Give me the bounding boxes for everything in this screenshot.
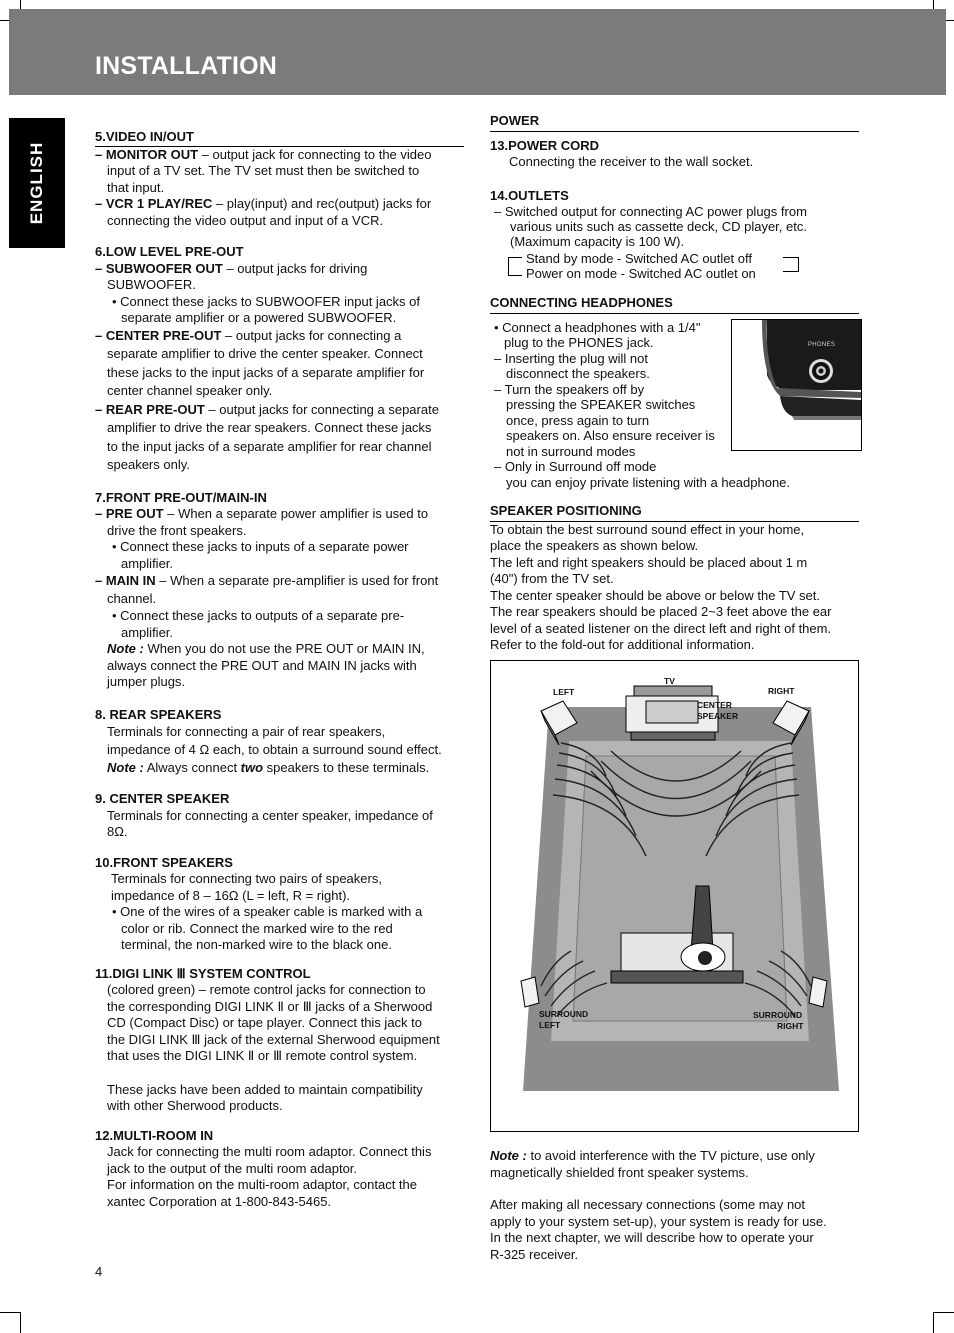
paragraph: To obtain the best surround sound effect in your home, <box>490 521 805 537</box>
paragraph: – Turn the speakers off by <box>494 381 645 397</box>
paragraph: These jacks have been added to maintain compatibility <box>107 1081 423 1097</box>
crop-mark <box>945 20 954 21</box>
text: – When a separate pre-amplifier is used for front <box>155 573 439 588</box>
paragraph: the DIGI LINK Ⅲ jack of the external Sherwood equipment <box>107 1031 440 1047</box>
bullet: • One of the wires of a speaker cable is marked with a <box>112 904 423 919</box>
paragraph <box>95 327 465 346</box>
paragraph: Terminals for connecting two pairs of speakers, <box>111 871 382 886</box>
paragraph: Terminals for connecting a pair of rear speakers, <box>107 724 386 739</box>
bullet-cont: terminal, the non-marked wire to the black one. <box>121 937 392 952</box>
paragraph: connecting the video output and input of a VCR. <box>107 212 384 228</box>
paragraph: pressing the SPEAKER switches <box>506 397 696 412</box>
paragraph: R-325 receiver. <box>490 1246 579 1262</box>
section-heading: 5.VIDEO IN/OUT <box>95 129 464 147</box>
term: – SUBWOOFER OUT <box>95 260 223 276</box>
paragraph: Power on mode - Switched AC outlet on <box>526 266 756 281</box>
note-label: Note : <box>107 760 144 775</box>
paragraph: Terminals for connecting a center speaker, impedance of <box>107 807 433 823</box>
section-heading: 7.FRONT PRE-OUT/MAIN-IN <box>95 489 267 505</box>
center-speaker-label: SPEAKER <box>697 711 739 721</box>
bottom-note <box>490 1148 859 1263</box>
paragraph: speakers only. <box>107 457 190 472</box>
term: – MAIN IN <box>95 573 156 588</box>
text: – output jacks for driving <box>222 260 368 276</box>
paragraph: not in surround modes <box>506 443 636 459</box>
paragraph: these jacks to the input jacks of a separate amplifier for <box>107 364 425 380</box>
paragraph: center channel speaker only. <box>107 383 273 398</box>
page-number: 4 <box>95 1264 103 1279</box>
term: – PRE OUT <box>95 506 164 521</box>
paragraph: once, press again to turn <box>506 412 650 428</box>
paragraph: In the next chapter, we will describe how to operate your <box>490 1230 814 1245</box>
text: – output jacks for connecting a separate <box>204 401 439 417</box>
note <box>490 1148 859 1165</box>
term: – MONITOR OUT <box>95 146 199 162</box>
paragraph: (colored green) – remote control jacks for connection to <box>107 982 426 997</box>
bullet-cont: amplifier. <box>121 624 174 640</box>
note <box>95 641 465 658</box>
language-tab <box>9 118 65 248</box>
phones-jack-drawing <box>732 320 861 450</box>
text: When you do not use the PRE OUT or MAIN IN, <box>143 641 425 656</box>
paragraph: jumper plugs. <box>107 674 186 689</box>
term: – CENTER PRE-OUT <box>95 327 222 343</box>
paragraph <box>95 261 465 278</box>
paragraph: that uses the DIGI LINK Ⅱ or Ⅲ remote control system. <box>107 1048 418 1063</box>
text: to avoid interference with the TV picture, use only <box>526 1148 815 1163</box>
text: – When a separate power amplifier is used to <box>163 506 429 521</box>
surround-left-label-2: LEFT <box>539 1020 561 1030</box>
bullet: • Connect a headphones with a 1/4" <box>494 319 701 335</box>
header-banner <box>9 9 946 95</box>
bullet-cont: color or rib. Connect the marked wire to the red <box>121 920 393 936</box>
paragraph: place the speakers as shown below. <box>490 538 699 553</box>
paragraph: you can enjoy private listening with a headphone. <box>506 474 791 490</box>
note <box>95 759 465 777</box>
emphasis: two <box>240 760 264 775</box>
paragraph: – Inserting the plug will not <box>494 350 648 366</box>
paragraph: 8Ω. <box>107 824 128 839</box>
text: – output jacks for connecting a <box>221 327 402 343</box>
paragraph: SUBWOOFER. <box>107 277 196 292</box>
paragraph <box>95 506 465 523</box>
page-title: INSTALLATION <box>95 52 278 80</box>
paragraph: channel. <box>107 591 157 606</box>
text: Always connect <box>143 760 241 775</box>
paragraph <box>95 147 465 164</box>
term: – VCR 1 PLAY/REC <box>95 196 213 211</box>
paragraph: separate amplifier to drive the center speaker. Connect <box>107 346 423 361</box>
section-heading-speakers: SPEAKER POSITIONING <box>490 503 859 522</box>
paragraph: (40") from the TV set. <box>490 571 614 586</box>
right-label: RIGHT <box>768 686 795 696</box>
crop-mark <box>20 0 21 9</box>
paragraph: (Maximum capacity is 100 W). <box>510 234 685 249</box>
subsection-heading: 13.POWER CORD <box>490 137 600 153</box>
paragraph: Connecting the receiver to the wall socket. <box>509 154 754 169</box>
paragraph: speakers on. Also ensure receiver is <box>506 428 715 443</box>
crop-mark <box>933 1312 934 1333</box>
paragraph <box>95 572 465 590</box>
language-tab-label: ENGLISH <box>27 141 46 225</box>
center-label: CENTER <box>697 700 732 710</box>
bullet: • Connect these jacks to SUBWOOFER input jacks of <box>112 293 421 309</box>
paragraph: Refer to the fold-out for additional information. <box>490 637 755 652</box>
bullet: • Connect these jacks to inputs of a separate power <box>112 539 409 554</box>
paragraph: The center speaker should be above or below the TV set. <box>490 587 821 603</box>
paragraph: – Only in Surround off mode <box>494 459 657 474</box>
paragraph: always connect the PRE OUT and MAIN IN jacks with <box>107 657 417 673</box>
crop-mark <box>20 1312 21 1333</box>
paragraph: to the input jacks of a separate amplifier for rear channel <box>107 438 432 454</box>
surround-left-label: SURROUND <box>539 1009 589 1019</box>
crop-mark <box>933 0 934 9</box>
paragraph: plug to the PHONES jack. <box>504 335 654 350</box>
room-layout-drawing <box>491 661 858 1131</box>
outlet-modes <box>490 251 859 281</box>
left-column <box>95 129 465 1210</box>
paragraph: apply to your system set-up), your system is ready for use. <box>490 1213 827 1229</box>
crop-mark <box>933 1312 954 1313</box>
section-heading: 8. REAR SPEAKERS <box>95 706 222 722</box>
surround-right-label: SURROUND <box>753 1010 803 1020</box>
section-heading: 11.DIGI LINK Ⅲ SYSTEM CONTROL <box>95 965 311 981</box>
paragraph: drive the front speakers. <box>107 522 247 538</box>
paragraph: Jack for connecting the multi room adaptor. Connect this <box>107 1144 432 1159</box>
left-label: LEFT <box>553 687 575 697</box>
subsection-heading: 14.OUTLETS <box>490 187 569 203</box>
paragraph: After making all necessary connections (some may not <box>490 1197 806 1212</box>
phones-label: PHONES <box>808 342 836 348</box>
paragraph: CD (Compact Disc) or tape player. Connect this jack to <box>107 1015 423 1030</box>
paragraph: – Switched output for connecting AC power plugs from <box>494 204 807 219</box>
paragraph: input of a TV set. The TV set must then be switched to <box>107 163 420 178</box>
paragraph: amplifier to drive the rear speakers. Connect these jacks <box>107 420 432 435</box>
paragraph: For information on the multi-room adaptor, contact the <box>107 1177 417 1192</box>
text: speakers to these terminals. <box>263 760 430 775</box>
bullet-cont: separate amplifier or a powered SUBWOOFER. <box>121 310 397 325</box>
paragraph: The left and right speakers should be placed about 1 m <box>490 554 808 570</box>
section-heading-headphones: CONNECTING HEADPHONES <box>490 295 859 314</box>
paragraph: with other Sherwood products. <box>107 1098 283 1113</box>
paragraph <box>95 196 465 213</box>
paragraph: that input. <box>107 179 165 195</box>
paragraph <box>95 401 465 420</box>
section-heading: 10.FRONT SPEAKERS <box>95 854 233 870</box>
section-heading: 9. CENTER SPEAKER <box>95 791 230 806</box>
paragraph: level of a seated listener on the direct left and right of them. <box>490 620 832 636</box>
crop-mark <box>0 1312 21 1313</box>
paragraph: magnetically shielded front speaker systems. <box>490 1164 749 1180</box>
section-heading: 6.LOW LEVEL PRE-OUT <box>95 244 244 259</box>
term: – REAR PRE-OUT <box>95 401 205 417</box>
note-label: Note : <box>107 641 144 656</box>
bullet: • Connect these jacks to outputs of a separate pre- <box>112 608 405 623</box>
text: – play(input) and rec(output) jacks for <box>212 196 432 211</box>
text: – output jack for connecting to the video <box>198 146 432 162</box>
crop-mark <box>0 20 9 21</box>
paragraph: impedance of 8 – 16Ω (L = left, R = right). <box>111 887 351 903</box>
section-heading-power: POWER <box>490 113 859 132</box>
note-label: Note : <box>490 1148 527 1163</box>
paragraph: jack to the output of the multi room adaptor. <box>107 1160 358 1176</box>
paragraph: Stand by mode - Switched AC outlet off <box>526 251 752 266</box>
paragraph: the corresponding DIGI LINK Ⅱ or Ⅲ jacks of a Sherwood <box>107 998 433 1014</box>
paragraph: The rear speakers should be placed 2~3 feet above the ear <box>490 604 832 619</box>
section-heading: 12.MULTI-ROOM IN <box>95 1127 214 1143</box>
paragraph: disconnect the speakers. <box>506 366 650 381</box>
paragraph: xantec Corporation at 1-800-843-5465. <box>107 1193 332 1209</box>
tv-label: TV <box>664 676 675 686</box>
speaker-positioning-diagram <box>490 660 859 1132</box>
surround-right-label-2: RIGHT <box>777 1021 804 1031</box>
phones-jack-illustration <box>731 319 862 451</box>
paragraph: impedance of 4 Ω each, to obtain a surround sound effect. <box>107 742 442 757</box>
paragraph: various units such as cassette deck, CD player, etc. <box>510 219 807 234</box>
bullet-cont: amplifier. <box>121 555 174 571</box>
